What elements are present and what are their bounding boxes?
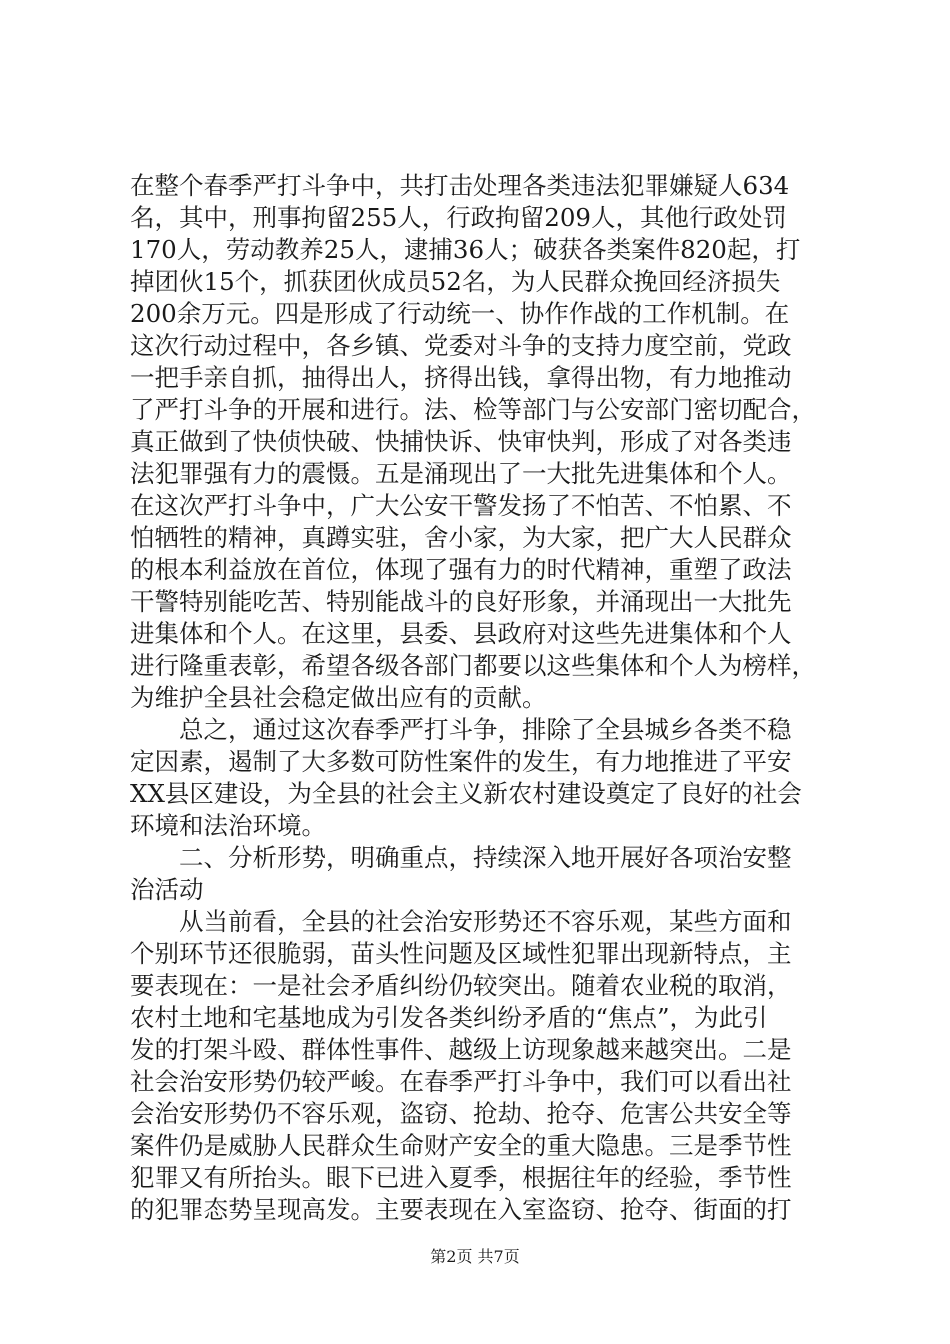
text-line: 干警特别能吃苦、特别能战斗的良好形象，并涌现出一大批先 (130, 587, 792, 616)
text-line: 法犯罪强有力的震慑。五是涌现出了一大批先进集体和个人。 (130, 459, 792, 488)
text-line: 二、分析形势，明确重点，持续深入地开展好各项治安整 (130, 843, 792, 872)
text-line: 在这次严打斗争中，广大公安干警发扬了不怕苦、不怕累、不 (130, 491, 792, 520)
text-line: 一把手亲自抓，抽得出人，挤得出钱，拿得出物，有力地推动 (130, 363, 792, 392)
page-footer: 第2页 共7页 (430, 1247, 520, 1266)
text-line: 发的打架斗殴、群体性事件、越级上访现象越来越突出。二是 (130, 1035, 792, 1064)
text-line: 在整个春季严打斗争中，共打击处理各类违法犯罪嫌疑人634 (130, 171, 790, 200)
text-line: 定因素，遏制了大多数可防性案件的发生，有力地推进了平安 (130, 747, 792, 776)
text-line: 怕牺牲的精神，真蹲实驻，舍小家，为大家，把广大人民群众 (130, 523, 792, 552)
text-line: 要表现在：一是社会矛盾纠纷仍较突出。随着农业税的取消， (130, 971, 792, 1000)
text-line: 犯罪又有所抬头。眼下已进入夏季，根据往年的经验，季节性 (130, 1163, 792, 1192)
text-line: 这次行动过程中，各乡镇、党委对斗争的支持力度空前，党政 (130, 331, 792, 360)
text-line: 农村土地和宅基地成为引发各类纠纷矛盾的“焦点”，为此引 (130, 1003, 768, 1032)
text-line: 的根本利益放在首位，体现了强有力的时代精神，重塑了政法 (130, 555, 792, 584)
document-body (130, 170, 822, 1226)
text-line: 会治安形势仍不容乐观，盗窃、抢劫、抢夺、危害公共安全等 (130, 1099, 792, 1128)
text-line: 真正做到了快侦快破、快捕快诉、快审快判，形成了对各类违 (130, 427, 792, 456)
text-line: 200余万元。四是形成了行动统一、协作作战的工作机制。在 (130, 299, 790, 328)
text-line: 总之，通过这次春季严打斗争，排除了全县城乡各类不稳 (130, 715, 792, 744)
text-line: 掉团伙15个，抓获团伙成员52名，为人民群众挽回经济损失 (130, 267, 781, 296)
text-line: 从当前看，全县的社会治安形势还不容乐观，某些方面和 (130, 907, 792, 936)
text-line: 案件仍是威胁人民群众生命财产安全的重大隐患。三是季节性 (130, 1131, 792, 1160)
text-line: 治活动 (130, 875, 204, 904)
text-line: 为维护全县社会稳定做出应有的贡献。 (130, 683, 547, 712)
text-line: 了严打斗争的开展和进行。法、检等部门与公安部门密切配合， (130, 395, 816, 424)
text-line: XX县区建设，为全县的社会主义新农村建设奠定了良好的社会 (130, 779, 802, 808)
text-line: 的犯罪态势呈现高发。主要表现在入室盗窃、抢夺、街面的打 (130, 1195, 792, 1224)
text-line: 名，其中，刑事拘留255人，行政拘留209人，其他行政处罚 (130, 203, 788, 232)
text-line: 进集体和个人。在这里，县委、县政府对这些先进集体和个人 (130, 619, 792, 648)
text-line: 170人，劳动教养25人，逮捕36人；破获各类案件820起，打 (130, 235, 801, 264)
text-line: 社会治安形势仍较严峻。在春季严打斗争中，我们可以看出社 (130, 1067, 792, 1096)
text-line: 个别环节还很脆弱，苗头性问题及区域性犯罪出现新特点，主 (130, 939, 792, 968)
text-line: 进行隆重表彰，希望各级各部门都要以这些集体和个人为榜样， (130, 651, 816, 680)
text-line: 环境和法治环境。 (130, 811, 326, 840)
